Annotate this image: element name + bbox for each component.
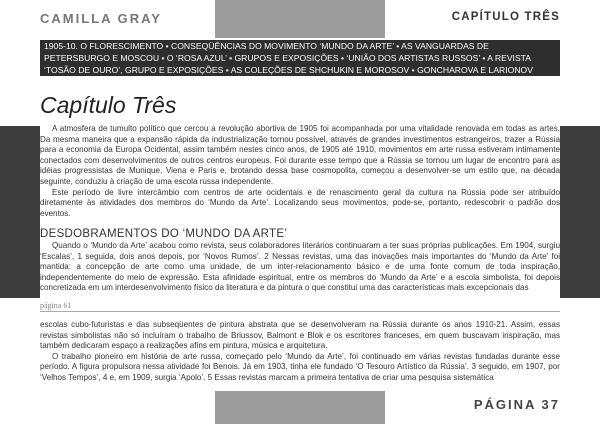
section-title: DESDOBRAMENTOS DO ‘MUNDO DA ARTE’ — [40, 228, 288, 240]
paragraph: Quando o ‘Mundo da Arte’ acabou como revista, seus colaboradores literários continuaram a ter suas próprias publicações. Em 1904, surgiu ‘Escalas’, 1 seguida, dois anos depois, por ‘Novos Rumos’. 2 Nessas revistas, uma das inovações mais importantes do ‘Mundo da Arte’ foi mantida: a concepção de arte como uma unidade, de um inter-relacionamento básico e de uma fonte comum de toda inspiração, independentemente do meio de expressão. Esta afinidade espiritual, entre os membros do ‘Mundo da Arte’ e a escola simbolista, foi depois concretizada em um interdesenvolvimento físico da literatura e da pintura o que constitui uma das características mais excepcionais das — [40, 241, 560, 293]
footer-decor-block — [215, 391, 385, 424]
paragraph: A atmosfera de tumulto político que cercou a revolução abortiva de 1905 foi acompanhada por uma vitalidade renovada em todas as artes. Da mesma maneira que a expansão rápida da industrialização tornou possível, através de grandes investimentos estrangeiros, trazer a Rússia para a economia da Europa Ocidental, assim também nestes cinco anos, de 1905 até 1910, movimentos em arte russa estiveram intimamente conectados com desenvolvimentos de outros centros europeus. Foi durante esse tempo que a Rússia se tornou um lugar de encontro para as idéias progressistas de Munique, Viena e Paris e, brotando dessa base cosmopolita, começou a desenvolver-se um estilo que, na década seguinte, conduziu à criação de uma escola russa independente. — [40, 124, 560, 186]
intro-text — [40, 124, 560, 219]
author-name: CAMILLA GRAY — [40, 11, 162, 26]
section-text — [40, 241, 560, 294]
chapter-title: Capítulo Três — [40, 92, 177, 118]
header-decor-block — [215, 0, 385, 38]
continuation-text — [40, 320, 560, 384]
paragraph: O trabalho pioneiro em história de arte russa, começado pelo ‘Mundo da Arte’, foi continuado em várias revistas fundadas durante esse período. A figura propulsora nessa atividade foi Benois. Já em 1903, tinha ele fundado ‘O Tesouro Artístico da Rússia’, 3 seguido, em 1907, por ‘Velhos Tempos’, 4 e, em 1909, surgia ‘Apolo’. 5 Essas revistas marcam a primeira tentativa de criar uma pesquisa sistemática — [40, 351, 560, 382]
footer-page-number: PÁGINA 37 — [473, 397, 560, 412]
left-side-band — [0, 126, 40, 298]
chapter-label: CAPÍTULO TRÊS — [451, 11, 560, 23]
page-marker: página 61 — [40, 301, 72, 310]
divider — [40, 311, 560, 312]
paragraph: escolas cubo-futuristas e das subseqüentes de pintura abstrata que se desenvolveram na Rússia durante os anos 1910-21. Assim, essas revistas simbolistas não só incluíram o trabalho de Briussov, Balmont e Blok e os escritores franceses, em quem buscavam inspiração, mas também dedicaram espaço a realizações afins em pintura, música e arquitetura. — [40, 320, 560, 351]
paragraph: Este período de livre intercâmbio com centros de arte ocidentais e de renascimento geral da cultura na Rússia pode ser atribuído diretamente às atividades dos membros do ‘Mundo da Arte’. Localizando seus movimentos, pode-se, portanto, redescobrir o padrão dos eventos. — [40, 187, 560, 218]
chapter-summary: 1905-10. O FLORESCIMENTO • CONSEQÜÊNCIAS DO MOVIMENTO ‘MUNDO DA ARTE’ • AS VANGUARDAS DE PETERSBURGO E MOSCOU • O ‘ROSA AZUL’ • GRUPOS E EXPOSIÇÕES • ‘UNIÃO DOS ARTISTAS RUSSOS’ • A REVISTA ‘TOSÃO DE OURO’, GRUPO E EXPOSIÇÕES • AS COLEÇÕES DE SHCHUKIN E MOROSOV • GONCHAROVA E LARIONOV EMERGEM COMO LÍDERES DO MOVIMENTO PRIMITIVISTA-FUTURISTA — [40, 40, 560, 76]
right-side-band — [560, 126, 600, 298]
